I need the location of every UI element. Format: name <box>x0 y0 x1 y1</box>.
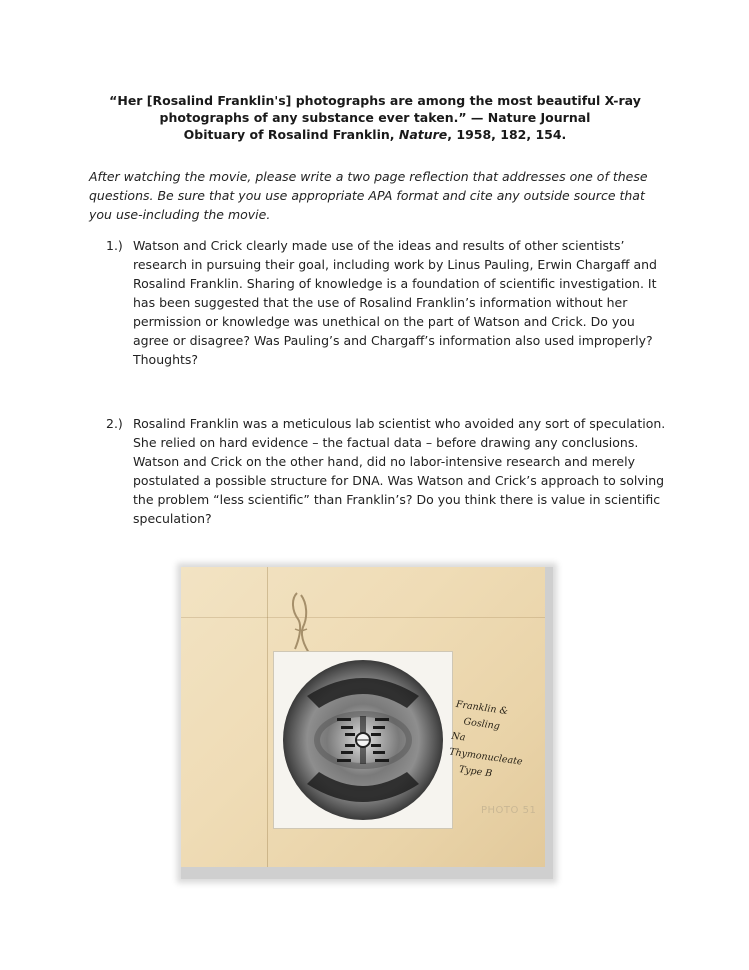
handwriting-line: Type B <box>458 764 493 780</box>
quote-line-2: photographs of any substance ever taken.” — Nature Journal <box>159 110 591 125</box>
citation-suffix: , 1958, 182, 154. <box>447 127 567 142</box>
question-item <box>106 236 666 369</box>
question-list <box>106 236 666 528</box>
citation-prefix: Obituary of Rosalind Franklin, <box>183 127 399 142</box>
quote-heading <box>90 92 660 143</box>
quote-line-1: “Her [Rosalind Franklin's] photographs are among the most beautiful X-ray <box>109 93 641 108</box>
paper-fold <box>267 567 268 867</box>
handwriting-line: Na Thymonucleate <box>448 730 524 768</box>
assignment-instructions: After watching the movie, please write a two page reflection that addresses one of these questions. Be sure that you use appropriate APA format and cite any outside source that you use-including the movie. <box>89 169 648 222</box>
photo-51-image <box>181 567 553 879</box>
paper-fold <box>181 617 545 618</box>
question-number: 1.) <box>106 238 123 253</box>
question-number: 2.) <box>106 416 123 431</box>
handwritten-note <box>446 697 542 788</box>
handwriting-line: Franklin & <box>455 698 509 718</box>
citation-line <box>90 126 660 143</box>
question-text: Watson and Crick clearly made use of the ideas and results of other scientists’ research in pursuing their goal, including work by Linus Pauling, Erwin Chargaff and Rosalind Franklin. Sharing of knowledge is a foundation of scientific investigation. It has been suggested that the use of Rosalind Franklin’s information without her permission or knowledge was unethical on the part of Watson and Crick. Do you agree or disagree? Was Pauling’s and Chargaff’s information also used improperly? Thoughts? <box>133 238 657 367</box>
plate-label: PHOTO 51 <box>481 805 537 816</box>
aged-paper <box>181 567 545 867</box>
question-text: Rosalind Franklin was a meticulous lab scientist who avoided any sort of speculation. She relied on hard evidence – the factual data – before drawing any conclusions. Watson and Crick on the other hand, did no labor-intensive research and merely postulated a possible structure for DNA. Was Watson and Crick’s approach to solving the problem “less scientific” than Franklin’s? Do you think there is value in scientific speculation? <box>133 416 666 526</box>
xray-card <box>273 651 453 829</box>
paper-clip-icon <box>289 589 315 659</box>
handwriting-line: Gosling <box>462 716 501 733</box>
journal-name: Nature <box>398 127 448 142</box>
question-item <box>106 414 666 528</box>
xray-diffraction-pattern <box>274 652 452 828</box>
